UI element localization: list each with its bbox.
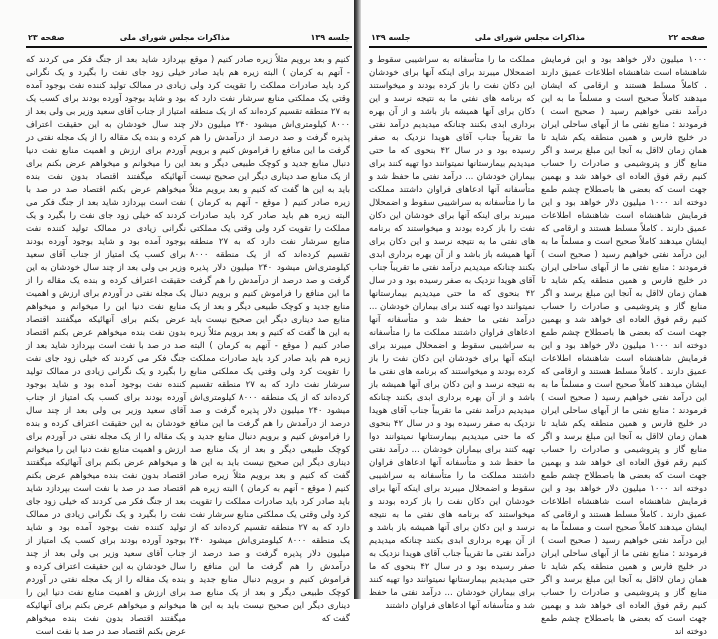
text-column-right: کنیم و بعد برویم مثلاً زیره صادر کنیم ( موقع - آنهم به کرمان ) البته زیره هم باید صادر کرد باید صادرات مملکت را تقویت کرد ولی وقتی یک مملکتی منابع سرشار نفت دارد که به ۲۷ منطقه تقسیم کرده‌اند که از یک منطقه ۸۰۰۰ کیلومتری‌اش میشود ۲۴۰ میلیون دلار پذیره گرفت و صد درصد از درآمدش را هم گرفت ما این منافع را فراموش کنیم و برویم دنبال منابع جدید و کوچک طبیعی دیگر و بعد از یک منابع صد دیناری دیگر این صحیح نیست باید به این ها گفت که کنیم و بعد برویم مثلاً زیره صادر کنیم ( موقع - آنهم به کرمان ) البته زیره هم باید صادر کرد باید صادرات مملکت را تقویت کرد ولی وقتی یک مملکتی منابع سرشار نفت دارد که به ۲۷ منطقه تقسیم کرده‌اند که از یک منطقه ۸۰۰۰ کیلومتری‌اش میشود ۲۴۰ میلیون دلار پذیره گرفت و صد درصد از درآمدش را هم گرفت ما این منافع را فراموش کنیم و برویم دنبال منابع جدید و کوچک طبیعی دیگر و بعد از یک منابع صد دیناری دیگر این صحیح نیست باید به این ها گفت که کنیم و بعد برویم مثلاً زیره صادر کنیم ( موقع - آنهم به کرمان ) البته زیره هم باید صادر کرد باید صادرات مملکت را تقویت کرد ولی وقتی یک مملکتی منابع سرشار نفت دارد که به ۲۷ منطقه تقسیم کرده‌اند که از یک منطقه ۸۰۰۰ کیلومتری‌اش میشود ۲۴۰ میلیون دلار پذیره گرفت و صد درصد از درآمدش را هم گرفت ما این منافع را فراموش کنیم و برویم دنبال منابع جدید و کوچک طبیعی دیگر و بعد از یک منابع صد دیناری دیگر این صحیح نیست باید به این ها گفت که کنیم و بعد برویم مثلاً زیره صادر کنیم ( موقع - آنهم به کرمان ) البته زیره هم باید صادر کرد باید صادرات مملکت را تقویت کرد ولی وقتی یک مملکتی منابع سرشار نفت دارد که به ۲۷ منطقه تقسیم کرده‌اند که از یک منطقه ۸۰۰۰ کیلومتری‌اش میشود ۲۴۰ میلیون دلار پذیره گرفت و صد درصد از درآمدش را هم گرفت ما این منافع را فراموش کنیم و برویم دنبال منابع جدید و کوچک طبیعی دیگر و بعد از یک منابع صد دیناری دیگر این صحیح نیست باید به این ها گفت که [190,55,351,624]
page-header [28,33,350,45]
running-title: مذاکرات مجلس شورای ملی [474,33,585,42]
session-number: جلسه ۱۳۹ [371,33,411,42]
page-header [371,33,705,45]
left-page [0,0,355,637]
text-column-left: مملکت ما را متأسفانه به سراشیبی سقوط و اضمحلال میبرند برای اینکه آنها برای خودشان این دکان نفت را باز کرده بودند و میخواستند که برنامه های نفتی ما به نتیجه نرسد و این دکان برای آنها همیشه باز باشد و از آن بهره برداری ابدی بکنند چنانکه میدیدیم درآمد نفتی ما تقریباً جناب آقای هویدا نزدیک به صفر رسیده بود و در سال ۴۲ بنحوی که ما حتی میدیدیم بیمارستانها نمیتوانند دوا تهیه کنند برای بیماران خودشان ... درآمد نفتی ما حفظ شد و متأسفانه آنها ادعاهای فراوان داشتند مملکت ما را متأسفانه به سراشیبی سقوط و اضمحلال میبرند برای اینکه آنها برای خودشان این دکان نفت را باز کرده بودند و میخواستند که برنامه های نفتی ما به نتیجه نرسد و این دکان برای آنها همیشه باز باشد و از آن بهره برداری ابدی بکنند چنانکه میدیدیم درآمد نفتی ما تقریباً جناب آقای هویدا نزدیک به صفر رسیده بود و در سال ۴۲ بنحوی که ما حتی میدیدیم بیمارستانها نمیتوانند دوا تهیه کنند برای بیماران خودشان ... درآمد نفتی ما حفظ شد و متأسفانه آنها ادعاهای فراوان داشتند مملکت ما را متأسفانه به سراشیبی سقوط و اضمحلال میبرند برای اینکه آنها برای خودشان این دکان نفت را باز کرده بودند و میخواستند که برنامه های نفتی ما به نتیجه نرسد و این دکان برای آنها همیشه باز باشد و از آن بهره برداری ابدی بکنند چنانکه میدیدیم درآمد نفتی ما تقریباً جناب آقای هویدا نزدیک به صفر رسیده بود و در سال ۴۲ بنحوی که ما حتی میدیدیم بیمارستانها نمیتوانند دوا تهیه کنند برای بیماران خودشان ... درآمد نفتی ما حفظ شد و متأسفانه آنها ادعاهای فراوان داشتند مملکت ما را متأسفانه به سراشیبی سقوط و اضمحلال میبرند برای اینکه آنها برای خودشان این دکان نفت را باز کرده بودند و میخواستند که برنامه های نفتی ما به نتیجه نرسد و این دکان برای آنها همیشه باز باشد و از آن بهره برداری ابدی بکنند چنانکه میدیدیم درآمد نفتی ما تقریباً جناب آقای هویدا نزدیک به صفر رسیده بود و در سال ۴۲ بنحوی که ما حتی میدیدیم بیمارستانها نمیتوانند دوا تهیه کنند برای بیماران خودشان ... درآمد نفتی ما حفظ شد و متأسفانه آنها ادعاهای فراوان داشتند [369,55,535,611]
session-number: جلسه ۱۳۹ [310,33,350,42]
header-rule [369,46,707,48]
running-title: مذاکرات مجلس شورای ملی [119,33,230,42]
text-column-left: بپردازد شاید بعد از جنگ فکر می کردند که خیلی زود جای نفت را بگیرد و یک نگرانی زیادی در ممالک تولید کننده نفت بوجود آمده بود و شاید بوجود آورده بودند برای کسب یک امتیاز از جناب آقای سعید وزیر بی ولی بعد از چند سال خودشان به این حقیقت اعتراف کرده و بنده یک مقاله را از یک مجله نفتی در آوردم برای ارزش و اهمیت منابع نفت دنیا این را میخوانم و میخواهم عرض بکنم برای آنهائیکه میگفتند اقتصاد بدون نفت بنده میخواهم عرض بکنم اقتصاد صد در صد با نفت است بپردازد شاید بعد از جنگ فکر می کردند که خیلی زود جای نفت را بگیرد و یک نگرانی زیادی در ممالک تولید کننده نفت بوجود آمده بود و شاید بوجود آورده بودند برای کسب یک امتیاز از جناب آقای سعید وزیر بی ولی بعد از چند سال خودشان به این حقیقت اعتراف کرده و بنده یک مقاله را از یک مجله نفتی در آوردم برای ارزش و اهمیت منابع نفت دنیا این را میخوانم و میخواهم عرض بکنم برای آنهائیکه میگفتند اقتصاد بدون نفت بنده میخواهم عرض بکنم اقتصاد صد در صد با نفت است بپردازد شاید بعد از جنگ فکر می کردند که خیلی زود جای نفت را بگیرد و یک نگرانی زیادی در ممالک تولید کننده نفت بوجود آمده بود و شاید بوجود آورده بودند برای کسب یک امتیاز از جناب آقای سعید وزیر بی ولی بعد از چند سال خودشان به این حقیقت اعتراف کرده و بنده یک مقاله را از یک مجله نفتی در آوردم برای ارزش و اهمیت منابع نفت دنیا این را میخوانم و میخواهم عرض بکنم برای آنهائیکه میگفتند اقتصاد بدون نفت بنده میخواهم عرض بکنم اقتصاد صد در صد با نفت است بپردازد شاید بعد از جنگ فکر می کردند که خیلی زود جای نفت را بگیرد و یک نگرانی زیادی در ممالک تولید کننده نفت بوجود آمده بود و شاید بوجود آورده بودند برای کسب یک امتیاز از جناب آقای سعید وزیر بی ولی بعد از چند سال خودشان به این حقیقت اعتراف کرده و بنده یک مقاله را از یک مجله نفتی در آوردم برای ارزش و اهمیت منابع نفت دنیا این را میخوانم و میخواهم عرض بکنم برای آنهائیکه میگفتند اقتصاد بدون نفت بنده میخواهم عرض بکنم اقتصاد صد در صد با نفت است [26,55,186,637]
text-column-right: ۱۰۰۰ میلیون دلار خواهد بود و این فرمایش شاهنشاه است شاهنشاه اطلاعات عمیق دارند . کاملاً مسلط هستند و ارقامی که ایشان میدهند کاملاً صحیح است و مسلماً ما به این درآمد نفتی خواهیم رسید ( صحیح است ) فرمودند : منابع نفتی ما از آبهای ساحلی ایران در خلیج فارس و همین منطقه یکم شاید تا همان زمان لااقل به آنجا این مبلغ برسد و اگر منابع گاز و پتروشیمی و صادرات را حساب کنیم رقم فوق العاده ای خواهد شد و بهمین جهت است که بعضی ها باصطلاح چشم طمع دوخته اند ۱۰۰۰ میلیون دلار خواهد بود و این فرمایش شاهنشاه است شاهنشاه اطلاعات عمیق دارند . کاملاً مسلط هستند و ارقامی که ایشان میدهند کاملاً صحیح است و مسلماً ما به این درآمد نفتی خواهیم رسید ( صحیح است ) فرمودند : منابع نفتی ما از آبهای ساحلی ایران در خلیج فارس و همین منطقه یکم شاید تا همان زمان لااقل به آنجا این مبلغ برسد و اگر منابع گاز و پتروشیمی و صادرات را حساب کنیم رقم فوق العاده ای خواهد شد و بهمین جهت است که بعضی ها باصطلاح چشم طمع دوخته اند ۱۰۰۰ میلیون دلار خواهد بود و این فرمایش شاهنشاه است شاهنشاه اطلاعات عمیق دارند . کاملاً مسلط هستند و ارقامی که ایشان میدهند کاملاً صحیح است و مسلماً ما به این درآمد نفتی خواهیم رسید ( صحیح است ) فرمودند : منابع نفتی ما از آبهای ساحلی ایران در خلیج فارس و همین منطقه یکم شاید تا همان زمان لااقل به آنجا این مبلغ برسد و اگر منابع گاز و پتروشیمی و صادرات را حساب کنیم رقم فوق العاده ای خواهد شد و بهمین جهت است که بعضی ها باصطلاح چشم طمع دوخته اند ۱۰۰۰ میلیون دلار خواهد بود و این فرمایش شاهنشاه است شاهنشاه اطلاعات عمیق دارند . کاملاً مسلط هستند و ارقامی که ایشان میدهند کاملاً صحیح است و مسلماً ما به این درآمد نفتی خواهیم رسید ( صحیح است ) فرمودند : منابع نفتی ما از آبهای ساحلی ایران در خلیج فارس و همین منطقه یکم شاید تا همان زمان لااقل به آنجا این مبلغ برسد و اگر منابع گاز و پتروشیمی و صادرات را حساب کنیم رقم فوق العاده ای خواهد شد و بهمین جهت است که بعضی ها باصطلاح چشم طمع دوخته اند [541,55,707,637]
page-number: صفحه ۲۳ [28,33,65,42]
header-rule [26,46,352,48]
page-number: صفحه ۲۲ [668,33,705,42]
book-gutter [354,0,361,599]
right-page [361,0,718,637]
